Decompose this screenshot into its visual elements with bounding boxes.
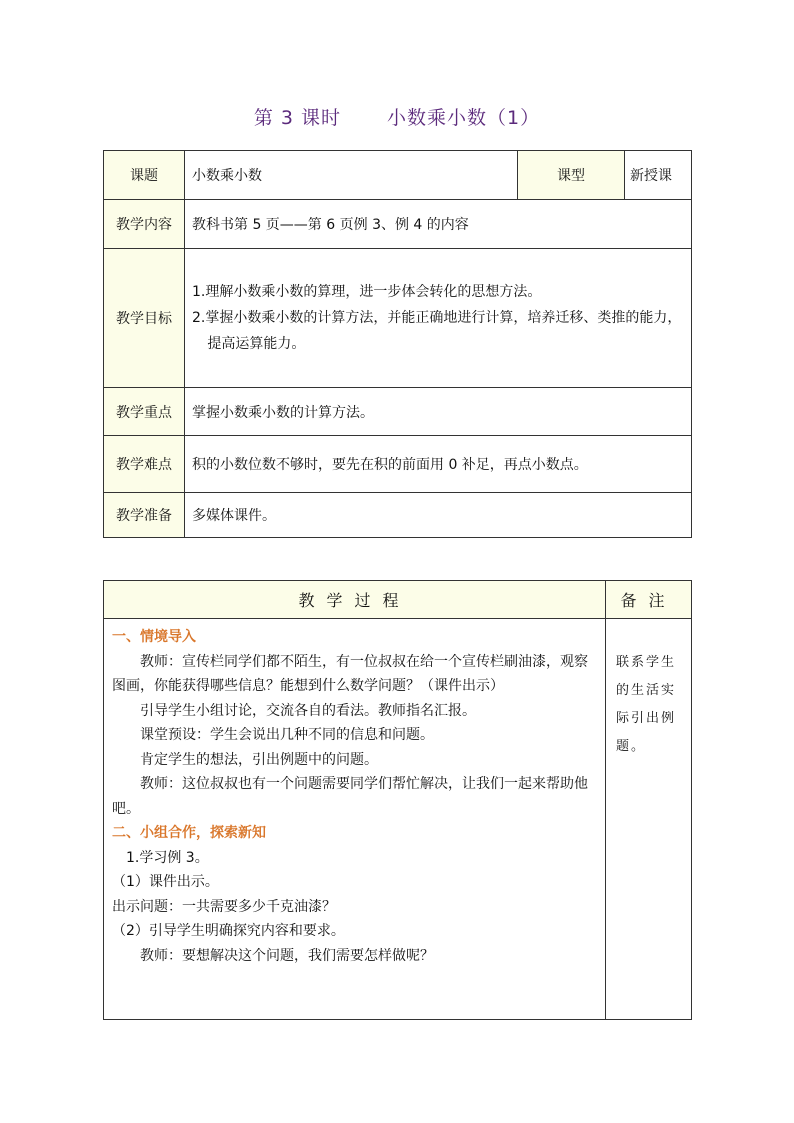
process-header-row <box>104 581 692 619</box>
row-key <box>104 388 692 436</box>
content-value: 教科书第 5 页——第 6 页例 3、例 4 的内容 <box>185 200 692 249</box>
process-line: （1）课件出示。 <box>112 874 219 890</box>
section-heading-1: 一、情境导入 <box>112 629 196 645</box>
row-topic <box>104 151 692 200</box>
goals-value <box>185 249 692 388</box>
goal-2: 2.掌握小数乘小数的计算方法，并能正确地进行计算，培养迁移、类推的能力，提高运算能力。 <box>192 310 682 352</box>
prep-label: 教学准备 <box>104 493 185 538</box>
goals-label: 教学目标 <box>104 249 185 388</box>
topic-label: 课题 <box>104 151 185 200</box>
process-header: 教学过程 <box>104 581 606 619</box>
process-content <box>104 619 606 1020</box>
process-line: 引导学生小组讨论，交流各自的看法。教师指名汇报。 <box>140 702 476 719</box>
page-title <box>0 103 794 130</box>
process-line: 课堂预设：学生会说出几种不同的信息和问题。 <box>140 727 434 743</box>
topic-value: 小数乘小数 <box>185 151 518 200</box>
type-label: 课型 <box>518 151 625 200</box>
lesson-number: 第 3 课时 <box>253 107 342 129</box>
key-label: 教学重点 <box>104 388 185 436</box>
row-content <box>104 200 692 249</box>
content-label: 教学内容 <box>104 200 185 249</box>
lesson-topic: 小数乘小数（1） <box>387 107 541 129</box>
notes-header: 备注 <box>606 581 692 619</box>
lesson-info-table <box>103 150 692 538</box>
difficulty-label: 教学难点 <box>104 436 185 493</box>
process-body-row <box>104 619 692 1020</box>
process-line: 肯定学生的想法，引出例题中的问题。 <box>140 751 378 768</box>
process-line: 教师：这位叔叔也有一个问题需要同学们帮忙解决，让我们一起来帮助他吧。 <box>112 776 588 817</box>
process-table <box>103 580 692 1020</box>
row-goals <box>104 249 692 388</box>
process-line: 1.学习例 3。 <box>126 849 209 866</box>
process-note: 联系学生的生活实际引出例题。 <box>606 619 692 1020</box>
difficulty-value: 积的小数位数不够时，要先在积的前面用 0 补足，再点小数点。 <box>185 436 692 493</box>
goal-1: 1.理解小数乘小数的算理，进一步体会转化的思想方法。 <box>192 284 542 300</box>
prep-value: 多媒体课件。 <box>185 493 692 538</box>
process-line: 教师：宣传栏同学们都不陌生，有一位叔叔在给一个宣传栏刷油漆，观察图画，你能获得哪些信息？能想到什么数学问题？（课件出示） <box>112 653 588 694</box>
section-heading-2: 二、小组合作，探索新知 <box>112 825 266 841</box>
row-prep <box>104 493 692 538</box>
row-difficulty <box>104 436 692 493</box>
process-line: 出示问题：一共需要多少千克油漆？ <box>112 898 336 915</box>
type-value: 新授课 <box>625 151 692 200</box>
process-line: （2）引导学生明确探究内容和要求。 <box>112 923 345 939</box>
process-line: 教师：要想解决这个问题，我们需要怎样做呢？ <box>140 947 434 964</box>
key-value: 掌握小数乘小数的计算方法。 <box>185 388 692 436</box>
